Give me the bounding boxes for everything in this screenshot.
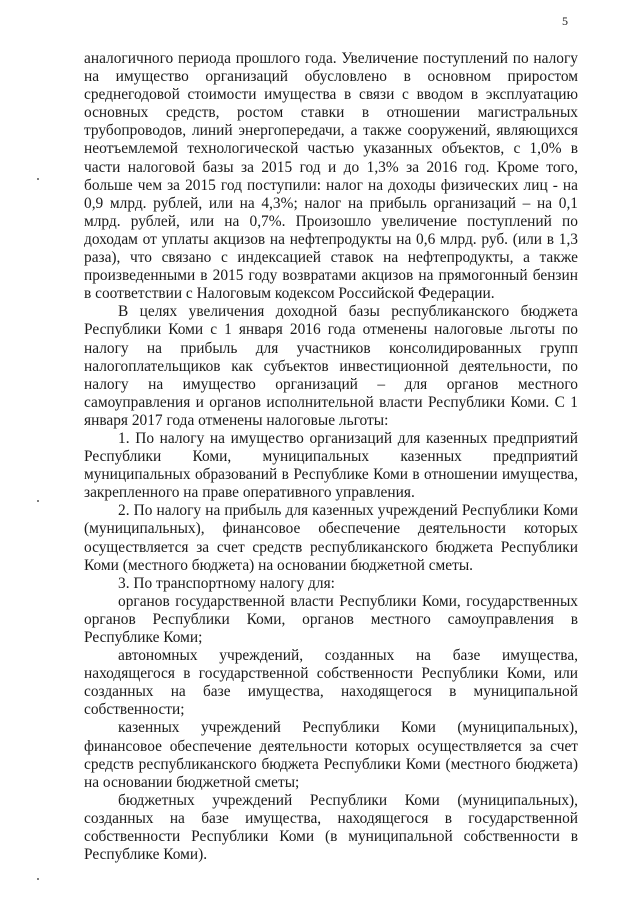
sub-item-autonomous-institutions: автономных учреждений, созданных на базе имущества, находящегося в государственной собственности Республики Коми, или созданных на базе имущества, находящегося в муниципальной собственности;	[84, 647, 578, 719]
list-item-1: 1. По налогу на имущество организаций для казенных предприятий Республики Коми, муниципальных казенных предприятий муниципальных образований в Республике Коми в отношении имущества, закрепленного на праве оперативного управления.	[84, 429, 578, 502]
sub-item-state-institutions: казенных учреждений Республики Коми (муниципальных), финансовое обеспечение деятельности которых осуществляется за счет средств республиканского бюджета Республики Коми (местного бюджета) на основании бюджетной сметы;	[84, 719, 578, 791]
scan-speck	[37, 500, 39, 502]
sub-item-budget-institutions: бюджетных учреждений Республики Коми (муниципальных), созданных на базе имущества, находящегося в государственной собственности Республики Коми (в муниципальной собственности в Республике Коми).	[84, 791, 578, 864]
scan-speck	[37, 178, 39, 180]
paragraph-tax-benefits-intro: В целях увеличения доходной базы республиканского бюджета Республики Коми с 1 января 2016 года отменены налоговые льготы по налогу на прибыль для участников консолидированных групп налогоплательщиков как субъектов инвестиционной деятельности, по налогу на имущество организаций – для органов местного самоуправления и органов исполнительной власти Республики Коми. С 1 января 2017 года отменены налоговые льготы:	[84, 303, 578, 429]
list-item-3: 3. По транспортному налогу для:	[118, 574, 335, 592]
document-body	[84, 50, 578, 864]
page-number: 5	[562, 14, 568, 28]
paragraph-continuation: аналогичного периода прошлого года. Увеличение поступлений по налогу на имущество организаций обусловлено в основном приростом среднегодовой стоимости имущества в связи с вводом в эксплуатацию основных средств, ростом ставки в отношении магистральных трубопроводов, линий энергопередачи, а также сооружений, являющихся неотъемлемой технологической частью указанных объектов, с 1,0% в части налоговой базы за 2015 год и до 1,3% за 2016 год. Кроме того, больше чем за 2015 год поступили: налог на доходы физических лиц - на 0,9 млрд. рублей, или на 4,3%; налог на прибыль организаций – на 0,1 млрд. рублей, или на 0,7%. Произошло увеличение поступлений по доходам от уплаты акцизов на нефтепродукты на 0,6 млрд. руб. (или в 1,3 раза), что связано с индексацией ставок на нефтепродукты, а также произведенными в 2015 году возвратами акцизов на прямогонный бензин в соответствии с Налоговым кодексом Российской Федерации.	[84, 50, 578, 303]
sub-item-government-bodies: органов государственной власти Республики Коми, государственных органов Республики Коми, органов местного самоуправления в Республике Коми;	[84, 592, 578, 646]
scan-speck	[37, 878, 39, 880]
list-item-2: 2. По налогу на прибыль для казенных учреждений Республики Коми (муниципальных), финансовое обеспечение деятельности которых осуществляется за счет средств республиканского бюджета Республики Коми (местного бюджета) на основании бюджетной сметы.	[84, 502, 578, 574]
